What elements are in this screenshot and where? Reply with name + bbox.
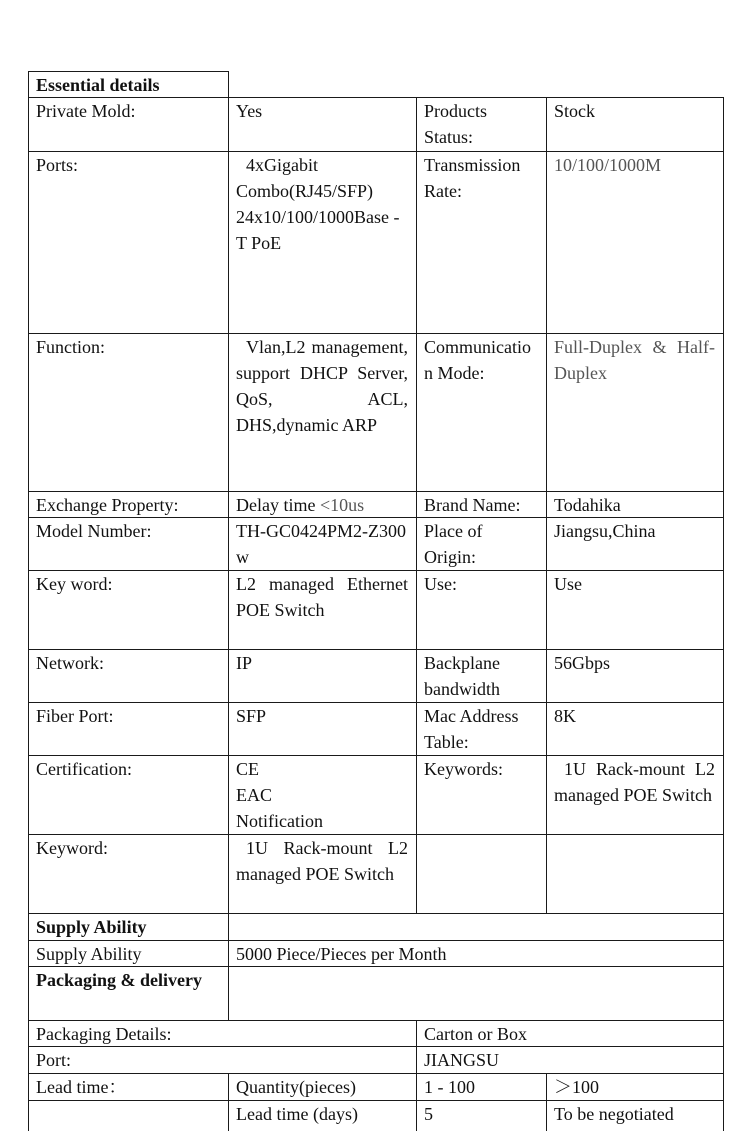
model-number-value: TH-GC0424PM2-Z300w: [236, 521, 406, 567]
delay-time-figure: <10us: [319, 495, 365, 515]
transmission-rate-value: 10/100/1000M: [554, 155, 662, 175]
certification-value: CE EAC Notification: [236, 759, 323, 831]
quantity-range-1: 1 - 100: [424, 1077, 475, 1097]
fiber-port-value: SFP: [236, 706, 267, 726]
communication-mode-label: Communication Mode:: [424, 337, 531, 383]
function-value: Vlan,L2 management, support DHCP Server, QoS, ACL, DHS,dynamic ARP: [236, 337, 408, 435]
place-of-origin-label: Place of Origin:: [424, 521, 483, 567]
mac-address-table-value: 8K: [554, 706, 576, 726]
essential-details-header: Essential details: [36, 75, 160, 95]
lead-time-days-1: 5: [424, 1104, 433, 1124]
quantity-pieces-label: Quantity(pieces): [236, 1077, 356, 1097]
brand-name-value: Todahika: [554, 495, 621, 515]
lead-time-label: Lead time：: [36, 1077, 127, 1097]
certification-label: Certification:: [36, 759, 132, 779]
grid-line: [723, 97, 724, 1131]
brand-name-label: Brand Name:: [424, 495, 521, 515]
transmission-rate-label: Transmission Rate:: [424, 155, 521, 201]
supply-ability-value: 5000 Piece/Pieces per Month: [236, 944, 447, 964]
fiber-port-label: Fiber Port:: [36, 706, 114, 726]
keyword-value: 1U Rack-mount L2 managed POE Switch: [236, 838, 408, 884]
network-label: Network:: [36, 653, 104, 673]
delay-time-text: Delay time: [236, 495, 320, 515]
ports-label: Ports:: [36, 155, 79, 175]
supply-ability-header: Supply Ability: [36, 917, 147, 937]
ports-value: 4xGigabit Combo(RJ45/SFP) 24x10/100/1000Base -T PoE: [236, 155, 400, 253]
supply-ability-label: Supply Ability: [36, 944, 142, 964]
backplane-bandwidth-value: 56Gbps: [554, 653, 611, 673]
key-word-label: Key word:: [36, 574, 113, 594]
keywords-value: 1U Rack-mount L2 managed POE Switch: [554, 759, 715, 805]
function-label: Function:: [36, 337, 106, 357]
place-of-origin-value: Jiangsu,China: [554, 521, 656, 541]
port-label: Port:: [36, 1050, 72, 1070]
quantity-range-2: ＞100: [554, 1077, 599, 1097]
communication-mode-value: Full-Duplex & Half-Duplex: [554, 337, 715, 383]
exchange-property-value: [228, 492, 416, 517]
products-status-value: Stock: [554, 101, 596, 121]
network-value: IP: [236, 653, 253, 673]
private-mold-value: Yes: [236, 101, 263, 121]
backplane-bandwidth-label: Backplane bandwidth: [424, 653, 500, 699]
lead-time-days-2: To be negotiated: [554, 1104, 674, 1124]
key-word-value: L2 managed Ethernet POE Switch: [236, 574, 408, 620]
packaging-details-label: Packaging Details:: [36, 1024, 172, 1044]
lead-time-days-label: Lead time (days): [236, 1104, 358, 1124]
private-mold-label: Private Mold:: [36, 101, 136, 121]
model-number-label: Model Number:: [36, 521, 152, 541]
packaging-details-value: Carton or Box: [424, 1024, 527, 1044]
mac-address-table-label: Mac Address Table:: [424, 706, 519, 752]
products-status-label: Products Status:: [424, 101, 487, 147]
packaging-delivery-header: Packaging & delivery: [36, 970, 202, 990]
use-value: Use: [554, 574, 582, 594]
keyword-label: Keyword:: [36, 838, 108, 858]
port-value: JIANGSU: [424, 1050, 500, 1070]
keywords-label: Keywords:: [424, 759, 503, 779]
use-label: Use:: [424, 574, 457, 594]
exchange-property-label: Exchange Property:: [36, 495, 179, 515]
